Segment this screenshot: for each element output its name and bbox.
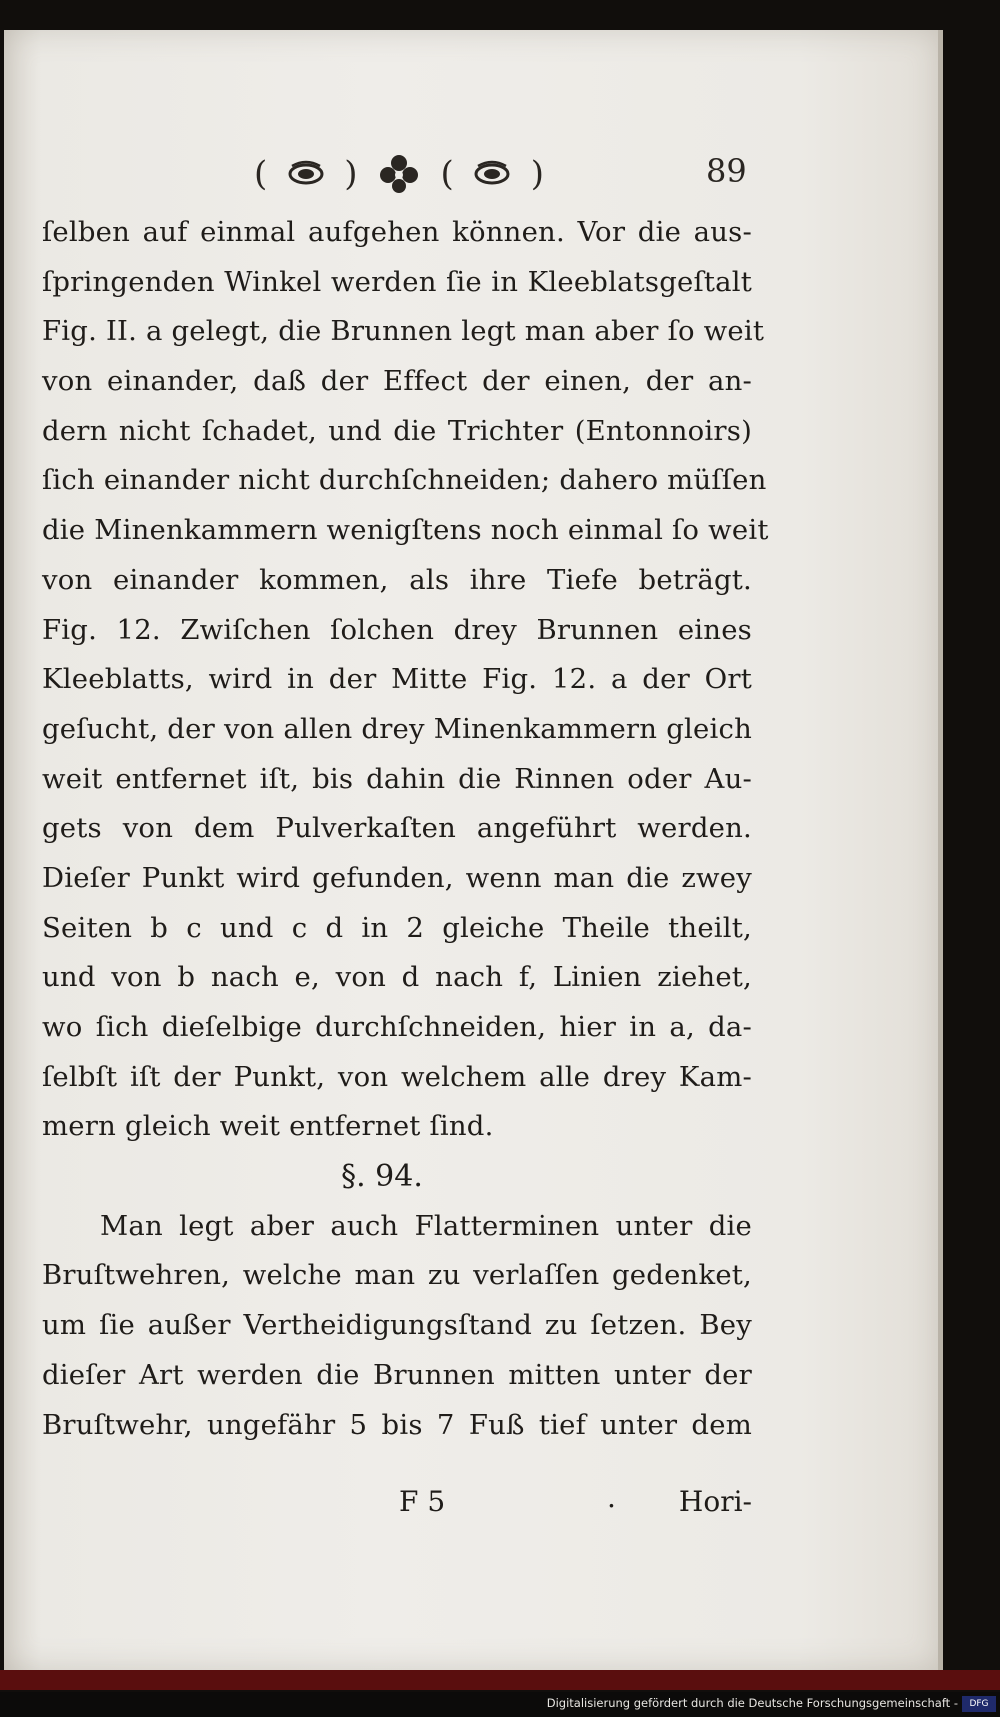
- text-line: Fig. 12. Zwiſchen ſolchen drey Brunnen eines: [42, 613, 752, 646]
- text-line: Fig. II. a gelegt, die Brunnen legt man aber ſo weit: [42, 315, 765, 348]
- digitization-credit: Digitalisierung gefördert durch die Deutsche Forschungsgemeinschaft -: [546, 1696, 958, 1710]
- ornament-paren-left-open: (: [254, 154, 268, 194]
- text-line: dieſer Art werden die Brunnen mitten unter der: [42, 1358, 752, 1391]
- text-line: mern gleich weit entfernet ſind.: [42, 1110, 494, 1143]
- text-line: von einander, daß der Effect der einen, der an-: [42, 365, 752, 398]
- page-edge: [938, 30, 943, 1670]
- text-line: dern nicht ſchadet, und die Trichter (Entonnoirs): [42, 414, 752, 447]
- text-line: weit entfernet iſt, bis dahin die Rinnen oder Au-: [42, 762, 752, 795]
- signature-mark: F 5: [399, 1485, 446, 1518]
- section-heading: §. 94.: [341, 1159, 423, 1195]
- eye-ornament-icon: [286, 160, 326, 188]
- dfg-logo-icon: DFG: [962, 1696, 996, 1712]
- scanner-bottom-strip: [0, 1670, 1000, 1690]
- header-ornament: [254, 148, 544, 200]
- book-page: [4, 30, 940, 1670]
- body-text: [42, 208, 769, 1450]
- text-line: Seiten b c und c d in 2 gleiche Theile theilt,: [42, 911, 752, 944]
- text-line: Bruſtwehr, ungefähr 5 bis 7 Fuß tief unter dem: [42, 1408, 752, 1441]
- text-line: um ſie außer Vertheidigungsſtand zu ſetzen. Bey: [42, 1309, 752, 1342]
- text-line: gets von dem Pulverkaſten angeführt werden.: [42, 812, 752, 845]
- eye-ornament-icon: [472, 160, 512, 188]
- ornament-paren-right-close: ): [530, 154, 544, 194]
- text-line: Kleeblatts, wird in der Mitte Fig. 12. a der Ort: [42, 663, 752, 696]
- ornament-paren-left-close: ): [344, 154, 358, 194]
- ornament-paren-right-open: (: [440, 154, 454, 194]
- text-line: ſich einander nicht durchſchneiden; dahero müſſen: [42, 464, 767, 497]
- text-line: ſelbſt iſt der Punkt, von welchem alle drey Kam-: [42, 1060, 752, 1093]
- flower-ornament-icon: [376, 151, 422, 197]
- footer-dot: .: [607, 1481, 616, 1514]
- text-line: wo ſich dieſelbige durchſchneiden, hier in a, da-: [42, 1011, 752, 1043]
- text-line: ſelben auf einmal aufgehen können. Vor die aus-: [42, 216, 752, 248]
- catchword: Hori-: [678, 1485, 752, 1518]
- text-line: ſpringenden Winkel werden ſie in Kleeblatsgeſtalt: [42, 265, 752, 298]
- text-line: Man legt aber auch Flatterminen unter die: [100, 1209, 752, 1242]
- text-line: Bruſtwehren, welche man zu verlaſſen gedenket,: [42, 1259, 752, 1292]
- page-footer: [42, 1481, 752, 1529]
- text-line: Dieſer Punkt wird gefunden, wenn man die zwey: [42, 861, 752, 894]
- text-line: von einander kommen, als ihre Tiefe beträgt.: [42, 563, 752, 596]
- text-line: die Minenkammern wenigſtens noch einmal ſo weit: [42, 514, 769, 547]
- text-line: geſucht, der von allen drey Minenkammern gleich: [42, 712, 752, 745]
- page-number: 89: [706, 152, 747, 190]
- text-line: und von b nach e, von d nach f, Linien ziehet,: [42, 961, 752, 994]
